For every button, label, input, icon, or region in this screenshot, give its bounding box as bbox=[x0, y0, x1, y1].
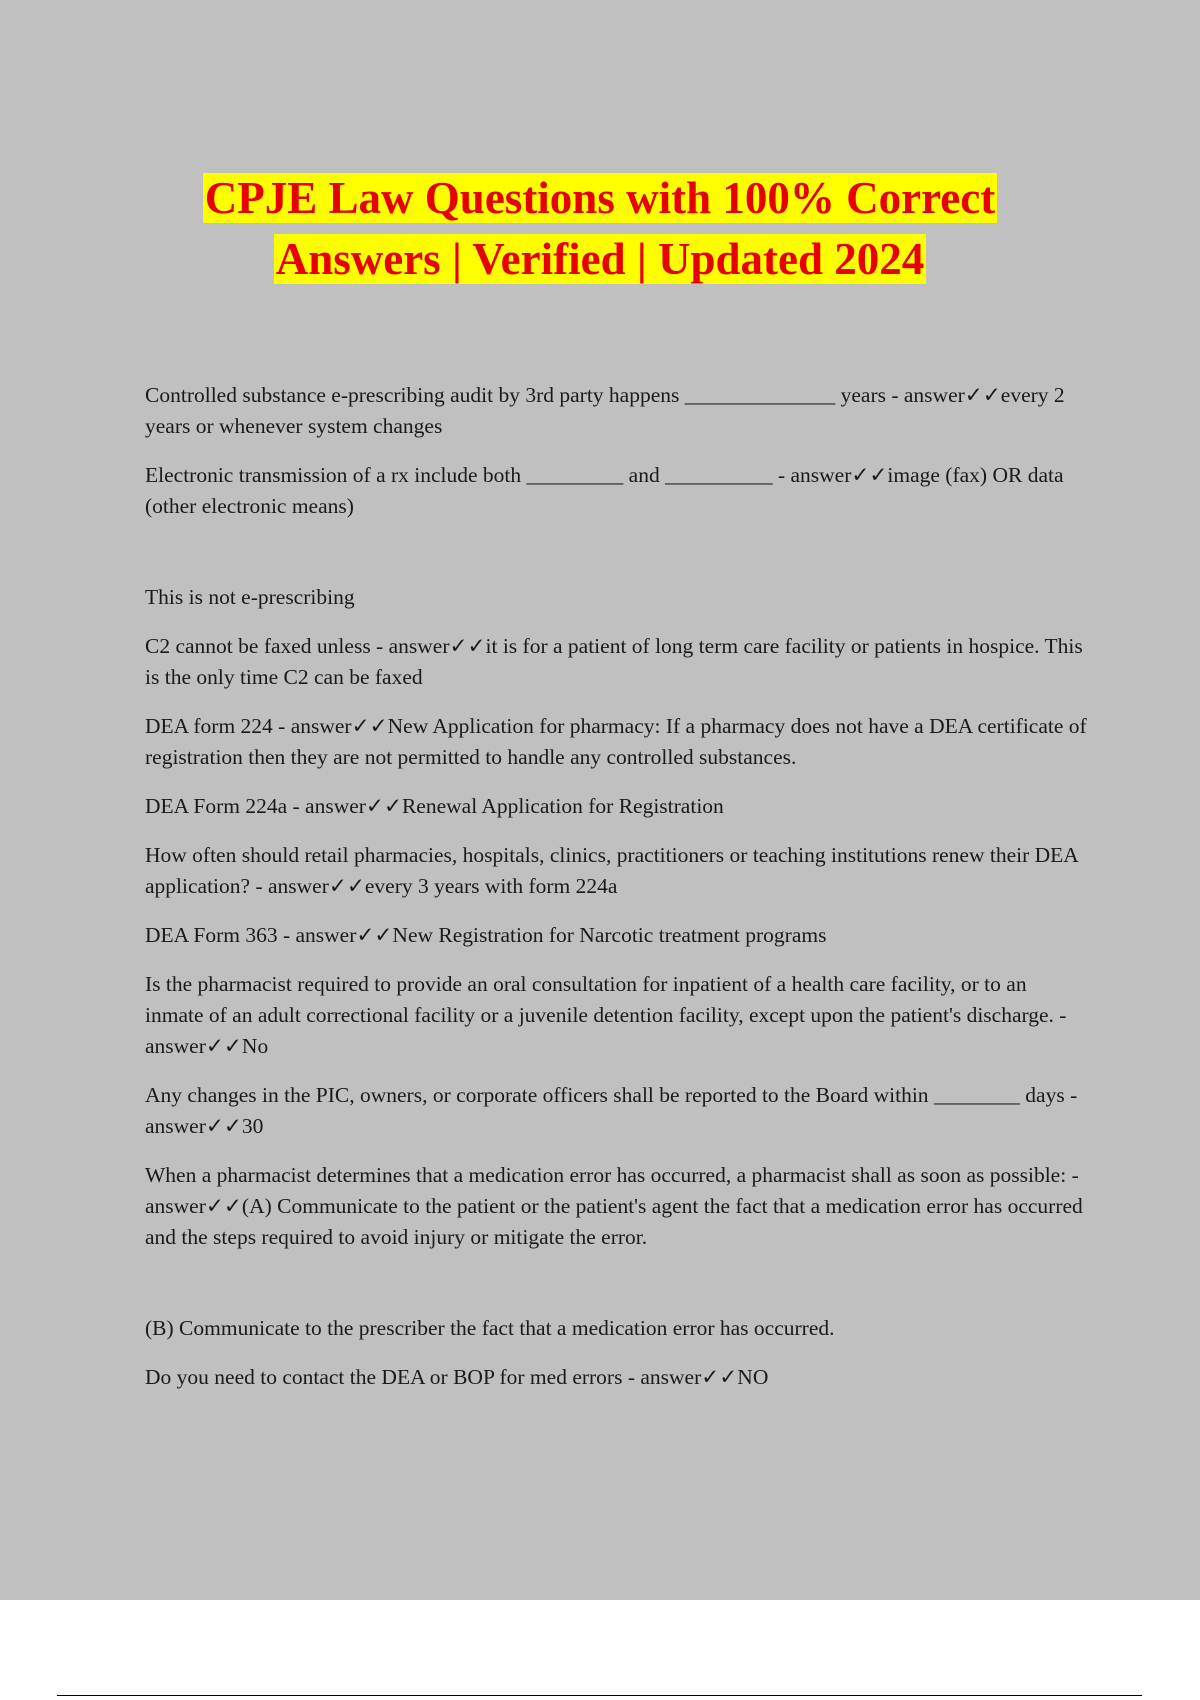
paragraph: C2 cannot be faxed unless - answer✓✓it is for a patient of long term care facility or patients in hospice. This is the only time C2 can be faxed bbox=[145, 634, 1083, 689]
paragraph: Controlled substance e-prescribing audit by 3rd party happens ______________ years - answer✓✓every 2 years or whenever system changes bbox=[145, 383, 1065, 438]
paragraph: DEA form 224 - answer✓✓New Application for pharmacy: If a pharmacy does not have a DEA certificate of registration then they are not permitted to handle any controlled substances. bbox=[145, 714, 1087, 769]
paragraph: Any changes in the PIC, owners, or corporate officers shall be reported to the Board within ________ days - answer✓✓30 bbox=[145, 1083, 1078, 1138]
title-line-1: CPJE Law Questions with 100% Correct bbox=[204, 173, 996, 223]
title-line-2: Answers | Verified | Updated 2024 bbox=[275, 234, 925, 284]
paragraph: How often should retail pharmacies, hospitals, clinics, practitioners or teaching institutions renew their DEA application? - answer✓✓every 3 years with form 224a bbox=[145, 843, 1078, 898]
page-bottom-rule bbox=[57, 1695, 1142, 1696]
paragraph: (B) Communicate to the prescriber the fact that a medication error has occurred. bbox=[145, 1316, 835, 1340]
paragraph: Electronic transmission of a rx include both _________ and __________ - answer✓✓image (fax) OR data (other electronic means) bbox=[145, 463, 1064, 518]
paragraph: DEA Form 224a - answer✓✓Renewal Application for Registration bbox=[145, 794, 724, 818]
paragraph: This is not e-prescribing bbox=[145, 585, 355, 609]
paragraph: When a pharmacist determines that a medication error has occurred, a pharmacist shall as soon as possible: - answer✓✓(A) Communicate to the patient or the patient's agent the fact that a medication error has occurred and the steps required to avoid injury or mitigate the error. bbox=[145, 1163, 1083, 1249]
document-body bbox=[145, 380, 1090, 1393]
paragraph: Is the pharmacist required to provide an oral consultation for inpatient of a health care facility, or to an inmate of an adult correctional facility or a juvenile detention facility, except upon the patient's discharge. - answer✓✓No bbox=[145, 972, 1067, 1058]
paragraph: Do you need to contact the DEA or BOP for med errors - answer✓✓NO bbox=[145, 1365, 769, 1389]
paragraph: DEA Form 363 - answer✓✓New Registration for Narcotic treatment programs bbox=[145, 923, 827, 947]
document-title bbox=[0, 168, 1200, 290]
